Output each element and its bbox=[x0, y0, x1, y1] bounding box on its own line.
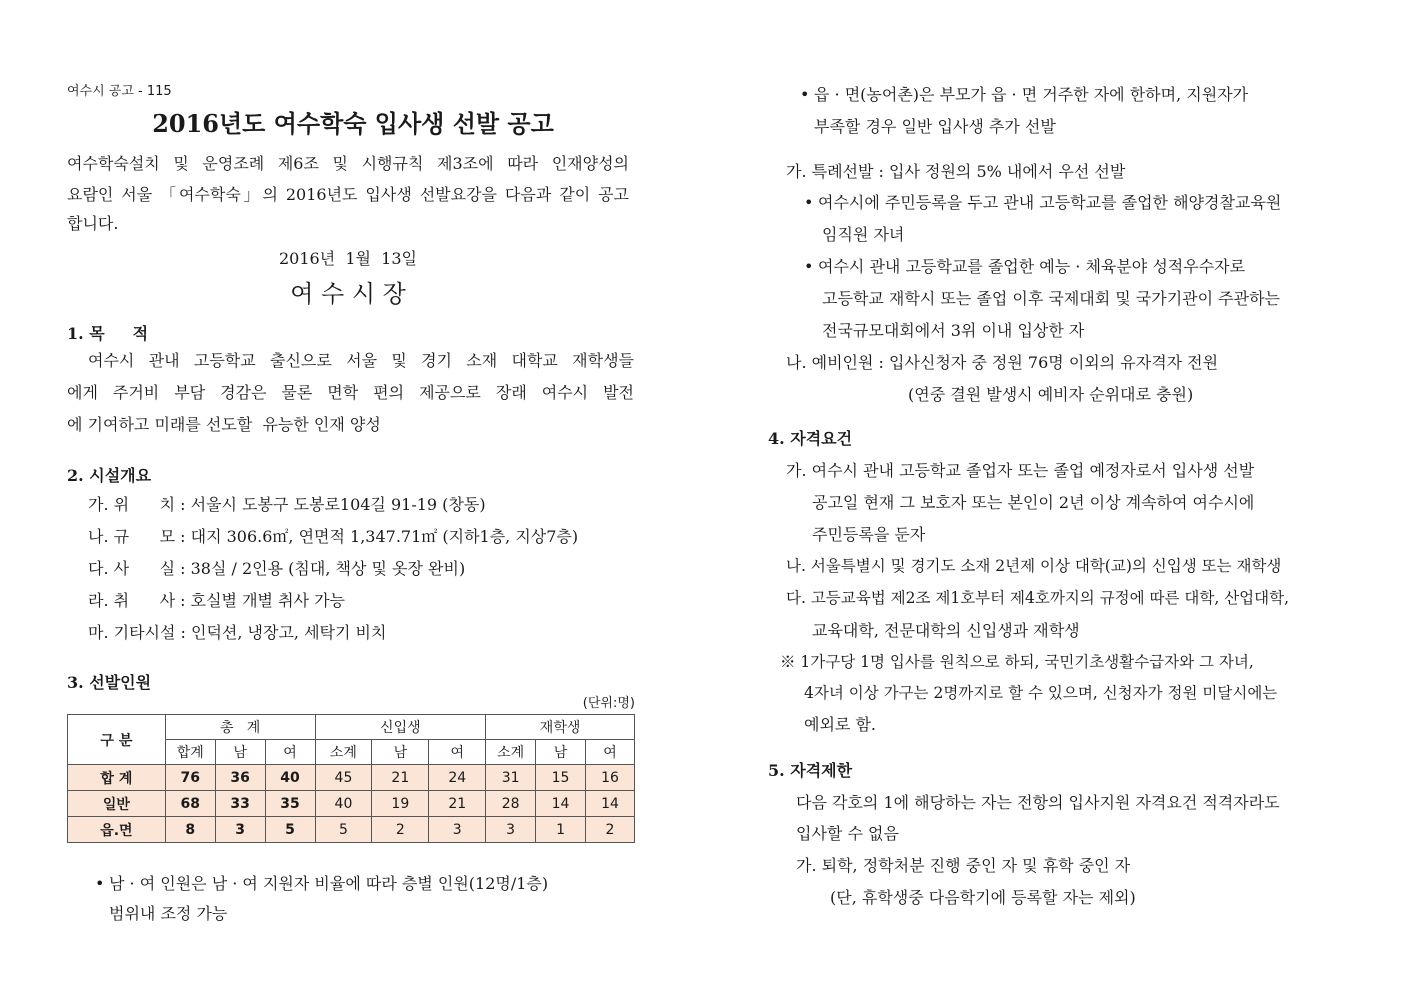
table-group-header bbox=[68, 715, 635, 740]
section-1-line-1: 여수시 관내 고등학교 출신으로 서울 및 경기 소재 대학교 재학생들 bbox=[88, 351, 634, 370]
table-cell: 5 bbox=[265, 817, 315, 843]
special-bullet-2-line-1 bbox=[804, 254, 1245, 277]
table-cell: 40 bbox=[265, 765, 315, 791]
facility-cooking: 라. 취 사 : 호실별 개별 취사 가능 bbox=[88, 591, 345, 610]
group-freshman: 신입생 bbox=[315, 715, 486, 740]
special-bullet-1-text: 여수시에 주민등록을 두고 관내 고등학교를 졸업한 해양경찰교육원 bbox=[818, 193, 1282, 212]
table-cell: 24 bbox=[429, 765, 486, 791]
bullet-icon bbox=[800, 85, 814, 104]
restriction-line-1: 다음 각호의 1에 해당하는 자는 전항의 입사지원 자격요건 적격자라도 bbox=[796, 793, 1280, 812]
table-cell: 21 bbox=[429, 791, 486, 817]
subheader-cell: 소계 bbox=[486, 740, 536, 765]
facility-rooms: 다. 사 실 : 38실 / 2인용 (침대, 책상 및 옷장 완비) bbox=[88, 559, 466, 578]
table-cell: 5 bbox=[315, 817, 372, 843]
issuer: 여 수 시 장 bbox=[290, 280, 406, 308]
reserve-line-2: (연중 결원 발생시 예비자 순위대로 충원) bbox=[908, 385, 1194, 404]
table-cell: 16 bbox=[585, 765, 634, 791]
rural-note-line-2: 부족할 경우 일반 입사생 추가 선발 bbox=[814, 117, 1056, 136]
row-label: 읍.면 bbox=[68, 817, 166, 843]
qual-note-line-2: 4자녀 이상 가구는 2명까지로 할 수 있으며, 신청자가 정원 미달시에는 bbox=[804, 684, 1278, 702]
qual-da-line-1: 다. 고등교육법 제2조 제1호부터 제4호까지의 규정에 따른 대학, 산업대학, bbox=[786, 589, 1290, 607]
section-1-title: 1. 목 적 bbox=[67, 324, 149, 343]
qual-da-line-2: 교육대학, 전문대학의 신입생과 재학생 bbox=[812, 621, 1080, 640]
table-cell: 31 bbox=[486, 765, 536, 791]
notice-date: 2016년 1월 13일 bbox=[279, 249, 417, 268]
facility-size: 나. 규 모 : 대지 306.6㎡, 연면적 1,347.71㎡ (지하1층, 지상7층) bbox=[88, 527, 579, 546]
section-2-title: 2. 시설개요 bbox=[67, 466, 152, 485]
table-cell: 36 bbox=[215, 765, 265, 791]
table-cell: 33 bbox=[215, 791, 265, 817]
section-1-line-2: 에게 주거비 부담 경감은 물론 면학 편의 제공으로 장래 여수시 발전 bbox=[67, 383, 634, 402]
group-total: 총 계 bbox=[165, 715, 315, 740]
subheader-cell: 여 bbox=[265, 740, 315, 765]
page-title: 2016년도 여수학숙 입사생 선발 공고 bbox=[152, 109, 554, 138]
restriction-ga: 가. 퇴학, 정학처분 진행 중인 자 및 휴학 중인 자 bbox=[796, 856, 1131, 875]
restriction-ga-note: (단, 휴학생중 다음학기에 등록할 자는 제외) bbox=[830, 888, 1136, 907]
intro-line-3: 합니다. bbox=[67, 214, 119, 233]
facility-etc: 마. 기타시설 : 인덕션, 냉장고, 세탁기 비치 bbox=[88, 623, 387, 642]
qual-note-line-3: 예외로 함. bbox=[804, 715, 876, 734]
table-cell: 3 bbox=[486, 817, 536, 843]
table-cell: 28 bbox=[486, 791, 536, 817]
bullet-icon bbox=[804, 257, 818, 276]
selection-table bbox=[67, 714, 635, 843]
section-5-title: 5. 자격제한 bbox=[768, 761, 853, 780]
restriction-line-2: 입사할 수 없음 bbox=[796, 824, 899, 843]
table-unit: (단위:명) bbox=[582, 696, 635, 711]
table-cell: 14 bbox=[585, 791, 634, 817]
row-label: 합 계 bbox=[68, 765, 166, 791]
table-cell: 40 bbox=[315, 791, 372, 817]
table-cell: 68 bbox=[165, 791, 215, 817]
special-bullet-1-line-1 bbox=[804, 190, 1338, 213]
table-cell: 15 bbox=[536, 765, 586, 791]
special-selection-title: 가. 특례선발 : 입사 정원의 5% 내에서 우선 선발 bbox=[786, 162, 1126, 181]
table-row bbox=[68, 765, 635, 791]
table-cell: 45 bbox=[315, 765, 372, 791]
bullet-icon bbox=[95, 874, 109, 893]
table-row bbox=[68, 817, 635, 843]
table-cell: 3 bbox=[215, 817, 265, 843]
section-3-title: 3. 선발인원 bbox=[67, 673, 152, 692]
table-note-line-1 bbox=[95, 871, 635, 894]
rural-note-text: 읍 · 면(농어촌)은 부모가 읍 · 면 거주한 자에 한하며, 지원자가 bbox=[814, 85, 1249, 104]
bullet-icon bbox=[804, 193, 818, 212]
special-bullet-2-line-2: 고등학교 재학시 또는 졸업 이후 국제대회 및 국가기관이 주관하는 bbox=[822, 289, 1281, 308]
row-label: 일반 bbox=[68, 791, 166, 817]
table-cell: 76 bbox=[165, 765, 215, 791]
table-row bbox=[68, 791, 635, 817]
section-1-line-3: 에 기여하고 미래를 선도할 유능한 인재 양성 bbox=[67, 415, 381, 434]
group-enrolled: 재학생 bbox=[486, 715, 635, 740]
qual-ga-line-2: 공고일 현재 그 보호자 또는 본인이 2년 이상 계속하여 여수시에 bbox=[812, 493, 1255, 512]
table-cell: 21 bbox=[372, 765, 429, 791]
subheader-cell: 남 bbox=[215, 740, 265, 765]
table-note-line-2: 범위내 조정 가능 bbox=[109, 904, 228, 923]
table-cell: 1 bbox=[536, 817, 586, 843]
subheader-cell: 남 bbox=[536, 740, 586, 765]
subheader-cell: 합계 bbox=[165, 740, 215, 765]
subheader-cell: 여 bbox=[429, 740, 486, 765]
rural-note-line-1 bbox=[800, 82, 1338, 105]
subheader-cell: 여 bbox=[585, 740, 634, 765]
special-bullet-1-line-2: 임직원 자녀 bbox=[822, 225, 905, 244]
table-cell: 14 bbox=[536, 791, 586, 817]
table-cell: 19 bbox=[372, 791, 429, 817]
notice-number: 여수시 공고 - 115 bbox=[67, 84, 172, 99]
table-cell: 2 bbox=[372, 817, 429, 843]
qual-ga-line-1: 가. 여수시 관내 고등학교 졸업자 또는 졸업 예정자로서 입사생 선발 bbox=[786, 461, 1255, 480]
table-note-text: 남 · 여 인원은 남 · 여 지원자 비율에 따라 층별 인원(12명/1층) bbox=[109, 874, 549, 893]
special-bullet-2-text: 여수시 관내 고등학교를 졸업한 예능 · 체육분야 성적우수자로 bbox=[818, 257, 1246, 276]
table-cell: 35 bbox=[265, 791, 315, 817]
intro-line-2: 요람인 서울 「여수학숙」의 2016년도 입사생 선발요강을 다음과 같이 공고 bbox=[67, 185, 629, 204]
section-4-title: 4. 자격요건 bbox=[768, 429, 853, 448]
qual-note-line-1: ※ 1가구당 1명 입사를 원칙으로 하되, 국민기초생활수급자와 그 자녀, bbox=[780, 653, 1254, 671]
table-cell: 8 bbox=[165, 817, 215, 843]
qual-ga-line-3: 주민등록을 둔자 bbox=[812, 525, 926, 544]
table-cell: 3 bbox=[429, 817, 486, 843]
intro-line-1: 여수학숙설치 및 운영조례 제6조 및 시행규칙 제3조에 따라 인재양성의 bbox=[67, 154, 629, 173]
subheader-cell: 남 bbox=[372, 740, 429, 765]
special-bullet-2-line-3: 전국규모대회에서 3위 이내 입상한 자 bbox=[822, 321, 1085, 340]
col-label: 구 분 bbox=[68, 715, 166, 765]
reserve-line-1: 나. 예비인원 : 입사신청자 중 정원 76명 이외의 유자격자 전원 bbox=[786, 353, 1219, 372]
subheader-cell: 소계 bbox=[315, 740, 372, 765]
facility-location: 가. 위 치 : 서울시 도봉구 도봉로104길 91-19 (창동) bbox=[88, 495, 486, 514]
table-cell: 2 bbox=[585, 817, 634, 843]
qual-na: 나. 서울특별시 및 경기도 소재 2년제 이상 대학(교)의 신입생 또는 재학생 bbox=[786, 557, 1282, 575]
